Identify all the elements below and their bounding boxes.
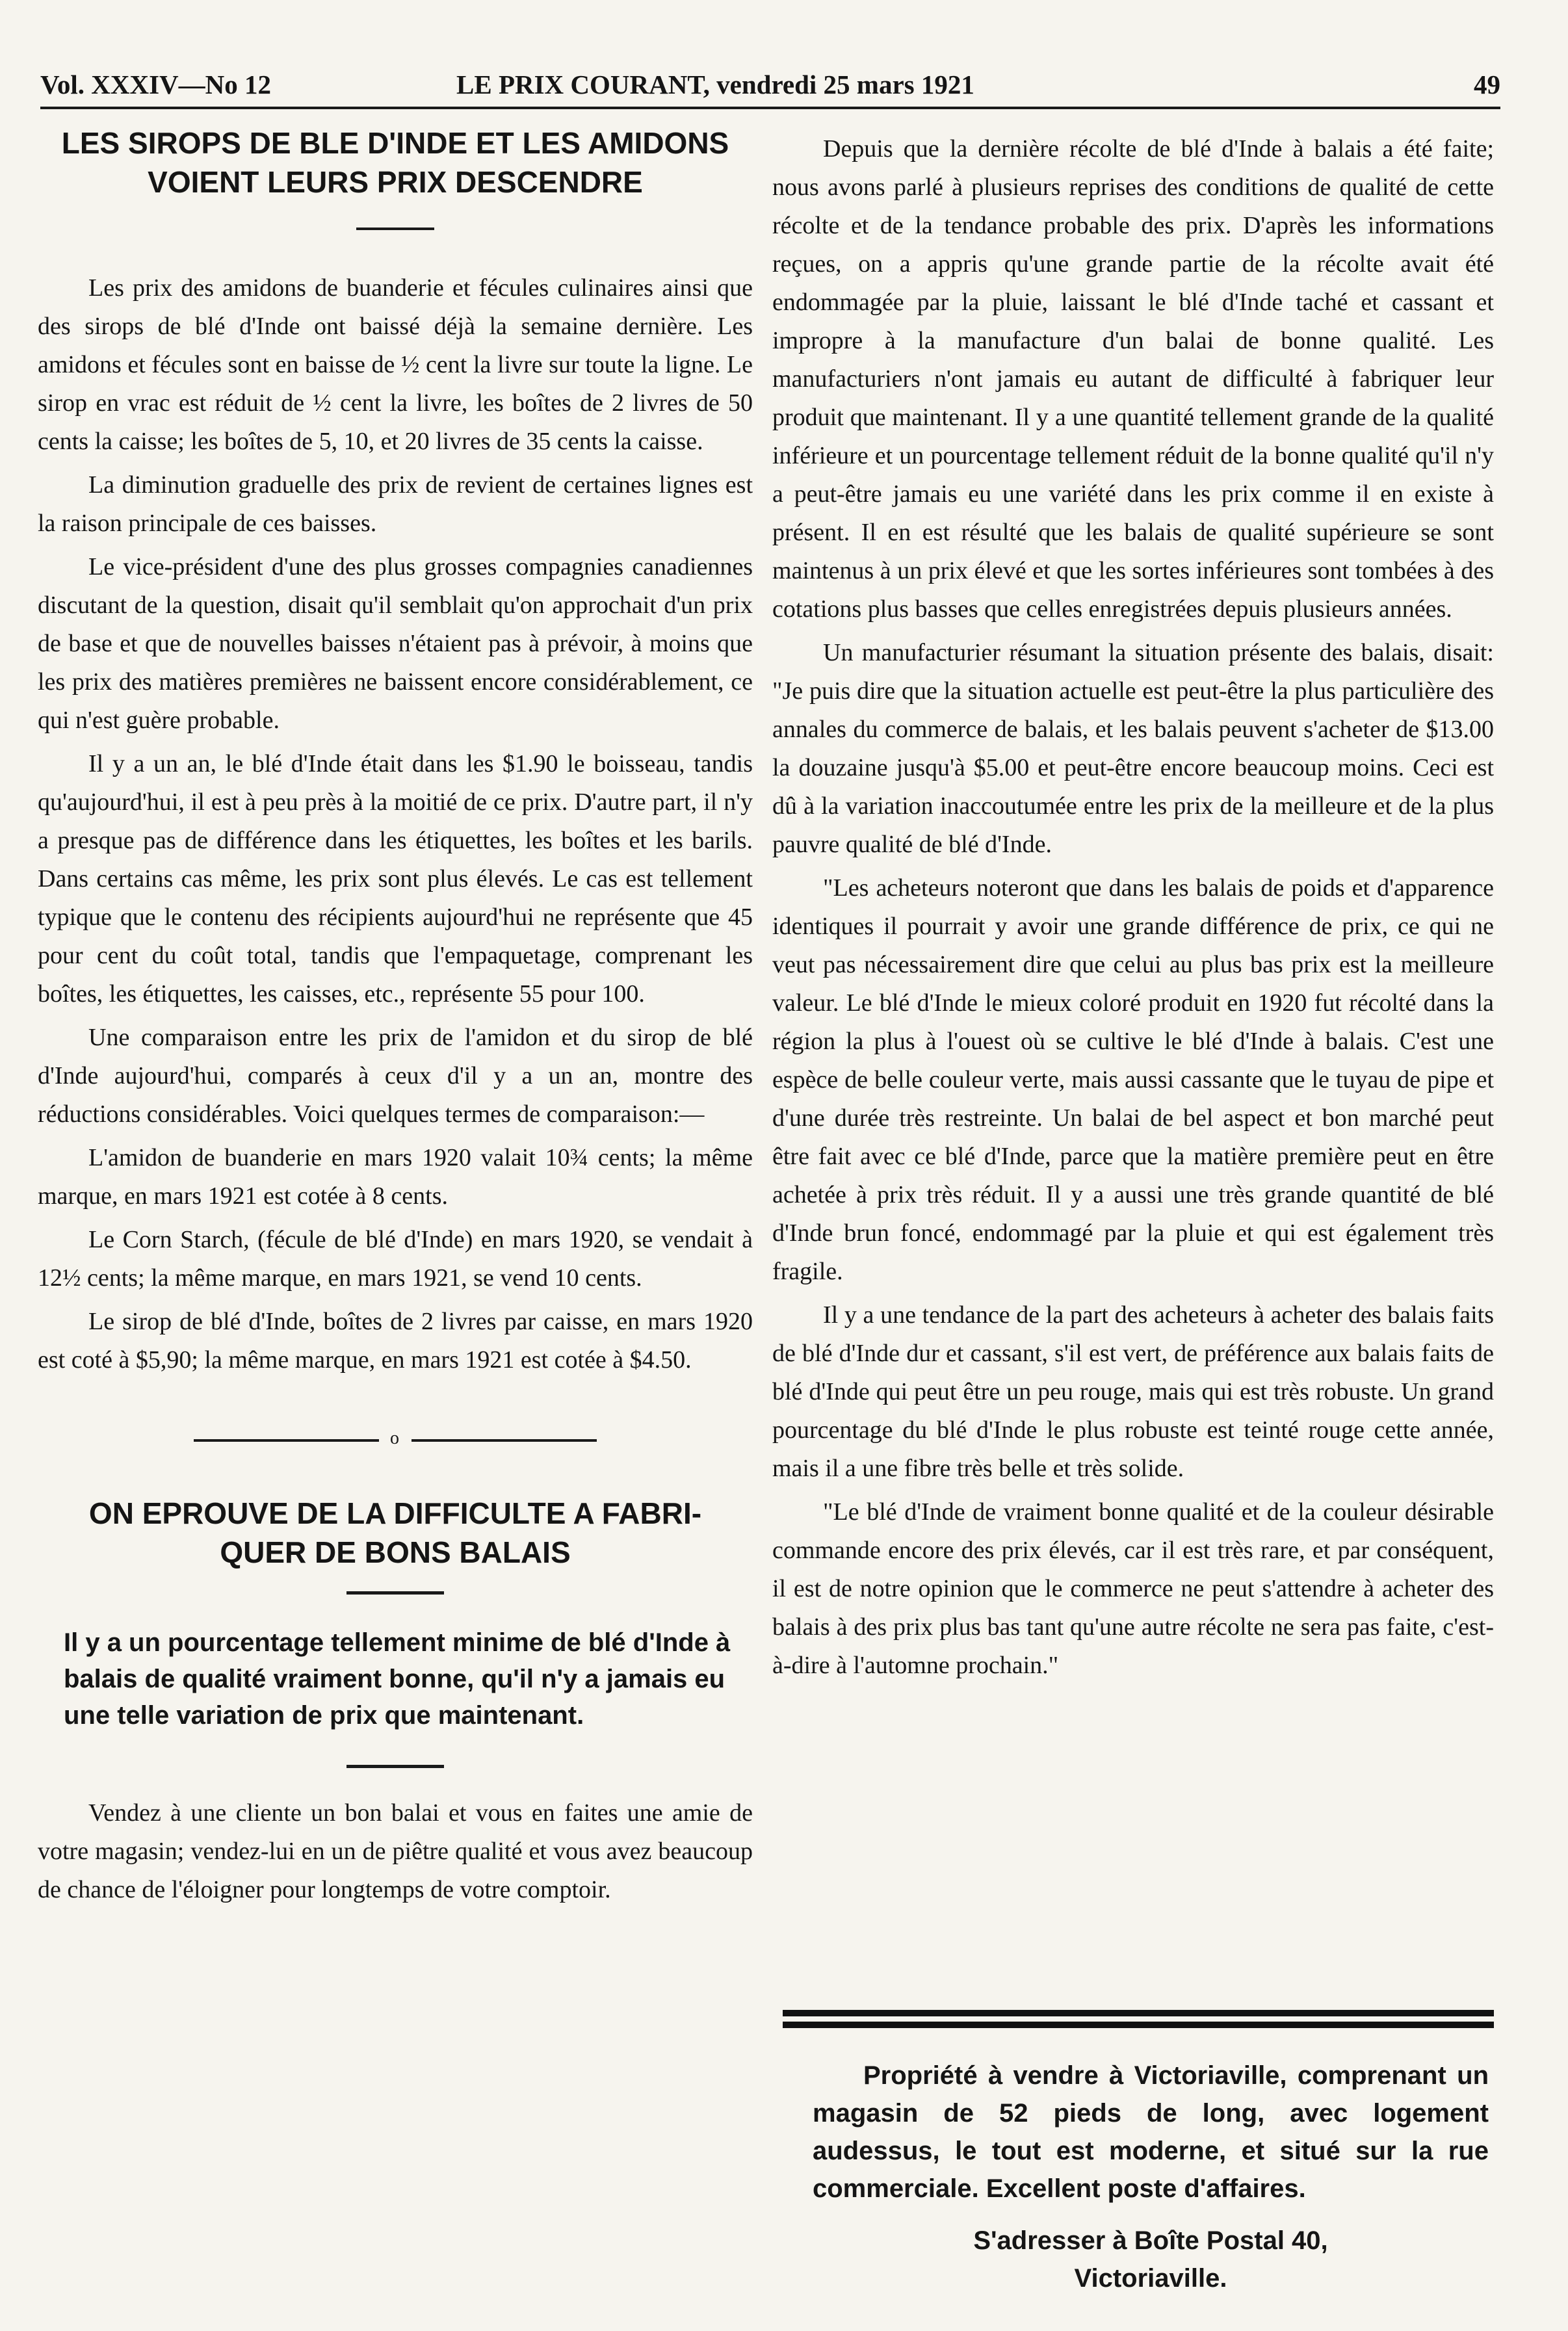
headline-dash — [356, 228, 434, 230]
article-syrups — [38, 124, 753, 1379]
headline-line: VOIENT LEURS PRIX DESCENDRE — [148, 165, 643, 199]
article-syrups-headline — [38, 124, 753, 202]
publication-title-date: LE PRIX COURANT, vendredi 25 mars 1921 — [456, 70, 974, 99]
article-brooms-headline — [38, 1494, 753, 1572]
left-column — [38, 124, 753, 1909]
headline-line: LES SIROPS DE BLE D'INDE ET LES AMIDONS — [61, 126, 729, 160]
right-column — [772, 130, 1494, 1685]
article-brooms — [38, 1494, 753, 1909]
headline-rule — [346, 1591, 444, 1595]
deck-rule — [346, 1765, 444, 1768]
article-paragraph: Il y a un an, le blé d'Inde était dans les $1.90 le boisseau, tandis qu'aujourd'hui, il est à peu près à la moitié de ce prix. D'autre part, il n'y a presque pas de différence dans les étiquettes, les boîtes et les barils. Dans certains cas même, les prix sont plus élevés. Le cas est tellement typique que le contenu des récipients aujourd'hui ne représente que 45 pour cent du coût total, tandis que l'empaquetage, comprenant les boîtes, les étiquettes, les caisses, etc., représente 55 pour 100. — [38, 750, 753, 1008]
running-head — [40, 65, 1500, 104]
notice-rule-bottom — [783, 2022, 1494, 2028]
article-paragraph: Le Corn Starch, (fécule de blé d'Inde) en mars 1920, se vendait à 12½ cents; la même marque, en mars 1921, se vend 10 cents. — [38, 1226, 753, 1292]
article-paragraph: Le vice-président d'une des plus grosses compagnies canadiennes discutant de la question, disait qu'il semblait qu'on approchait d'un prix de base et que de nouvelles baisses n'étaient pas à prévoir, à moins que les prix des matières premières ne baissent encore considérablement, ce qui n'est guère probable. — [38, 553, 753, 734]
header-rule — [40, 107, 1500, 109]
volume-number: Vol. XXXIV—No 12 — [40, 70, 271, 99]
article-paragraph: L'amidon de buanderie en mars 1920 valait 10¾ cents; la même marque, en mars 1921 est cotée à 8 cents. — [38, 1144, 753, 1210]
article-paragraph: "Les acheteurs noteront que dans les balais de poids et d'apparence identiques il pourrait y avoir une grande différence de prix, ce qui ne veut pas nécessairement dire que celui au plus bas prix est la meilleure valeur. Le blé d'Inde le mieux coloré produit en 1920 fut récolté dans la région la plus à l'ouest où se cultive le blé d'Inde à balais. C'est une espèce de belle couleur verte, mais aussi cassante que le tuyau de pipe et d'une durée très restreinte. Un balai de bel aspect et bon marché peut être fait avec ce blé d'Inde, parce que la matière première peut en être achetée à prix très réduit. Il y a aussi une très grande quantité de blé d'Inde brun foncé, endommagé par la pluie et qui est également très fragile. — [772, 874, 1494, 1285]
page-number: 49 — [1474, 70, 1500, 99]
article-paragraph: Une comparaison entre les prix de l'amidon et du sirop de blé d'Inde aujourd'hui, comparés à ceux d'il y a un an, montre des réductions considérables. Voici quelques termes de comparaison:— — [38, 1024, 753, 1128]
article-deck: Il y a un pourcentage tellement minime de blé d'Inde à balais de qualité vraiment bonne, qu'il n'y a jamais eu une telle variation de prix que maintenant. — [64, 1628, 731, 1730]
article-paragraph: Un manufacturier résumant la situation présente des balais, disait: "Je puis dire que la situation actuelle est peut-être la plus particulière des annales du commerce de balais, et les balais peuvent s'acheter de $13.00 la douzaine jusqu'à $5.00 et peut-être encore beaucoup moins. Ceci est dû à la variation inaccoutumée entre les prix de la meilleure et de la plus pauvre qualité de blé d'Inde. — [772, 639, 1494, 858]
article-intro: Vendez à une cliente un bon balai et vous en faites une amie de votre magasin; vendez-lui en un de piêtre qualité et vous avez beaucoup de chance de l'éloigner pour longtemps de votre comptoir. — [38, 1799, 753, 1903]
contact-line: Victoriaville. — [1074, 2264, 1227, 2293]
headline-line: QUER DE BONS BALAIS — [220, 1535, 571, 1569]
contact-line: S'adresser à Boîte Postal 40, — [973, 2226, 1328, 2255]
property-notice: Propriété à vendre à Victoriaville, comprenant un magasin de 52 pieds de long, avec logement audessus, le tout est moderne, et situé sur la rue commerciale. Excellent poste d'affaires. — [813, 2061, 1489, 2203]
article-paragraph: La diminution graduelle des prix de revient de certaines lignes est la raison principale de ces baisses. — [38, 471, 753, 537]
article-paragraph: Le sirop de blé d'Inde, boîtes de 2 livres par caisse, en mars 1920 est coté à $5,90; la même marque, en mars 1921 est cotée à $4.50. — [38, 1308, 753, 1374]
notice-rule-top — [783, 2010, 1494, 2016]
article-paragraph: Les prix des amidons de buanderie et fécules culinaires ainsi que des sirops de blé d'Inde ont baissé déjà la semaine dernière. Les amidons et fécules sont en baisse de ½ cent la livre sur toute la ligne. Le sirop en vrac est réduit de ½ cent la livre, les boîtes de 2 livres de 50 cents la caisse; les boîtes de 5, 10, et 20 livres de 35 cents la caisse. — [38, 274, 753, 455]
separator-mark: o — [390, 1428, 399, 1448]
article-paragraph: "Le blé d'Inde de vraiment bonne qualité et de la couleur désirable commande encore des prix élevés, car il est très rare, et par conséquent, il est de notre opinion que le commerce ne peut s'attendre à acheter des balais à des prix plus bas tant qu'une autre récolte ne sera pas faite, c'est-à-dire à l'automne prochain." — [772, 1498, 1494, 1679]
article-separator — [194, 1427, 597, 1453]
notice-contact — [813, 2222, 1489, 2297]
headline-line: ON EPROUVE DE LA DIFFICULTE A FABRI- — [88, 1496, 702, 1530]
article-paragraph: Il y a une tendance de la part des acheteurs à acheter des balais faits de blé d'Inde dur et cassant, s'il est vert, de préférence aux balais faits de blé d'Inde qui peut être un peu rouge, mais qui est très robuste. Un grand pourcentage du blé d'Inde le plus robuste est teinté rouge cette année, mais il a une fibre très belle et très solide. — [772, 1301, 1494, 1482]
article-paragraph: Depuis que la dernière récolte de blé d'Inde à balais a été faite; nous avons parlé à plusieurs reprises des conditions de qualité de cette récolte et de la tendance probable des prix. D'après les informations reçues, on a appris qu'une grande partie de la récolte avait été endommagée par la pluie, laissant le blé d'Inde taché et cassant et impropre à la manufacture d'un balai de bonne qualité. Les manufacturiers n'ont jamais eu autant de difficulté à fabriquer leur produit que maintenant. Il y a une quantité tellement grande de la qualité inférieure et un pourcentage tellement réduit de la bonne qualité qu'il n'y a peut-être jamais eu une variété dans les prix comme il en existe à présent. Il en est résulté que les balais de qualité supérieure se sont maintenus à un prix élevé et que les sortes inférieures sont tombées à des cotations plus basses que celles enregistrées depuis plusieurs années. — [772, 135, 1494, 623]
